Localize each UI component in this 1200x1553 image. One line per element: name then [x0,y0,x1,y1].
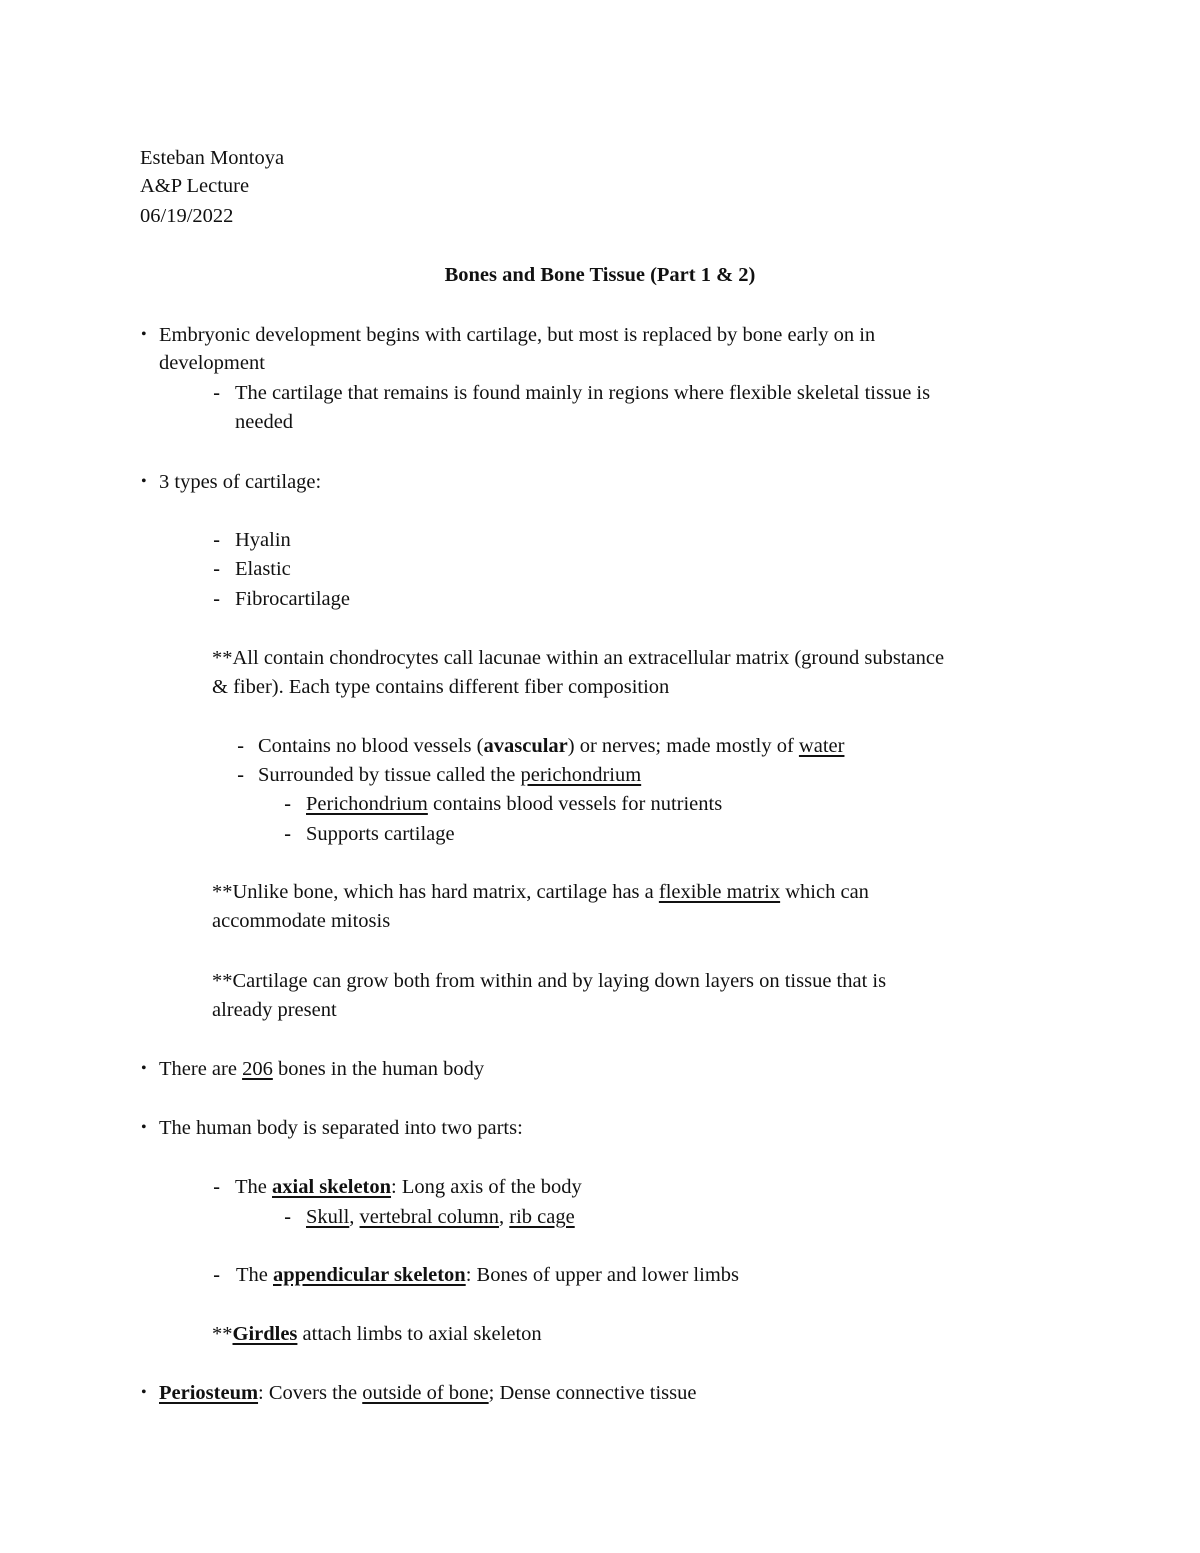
s1-sub-line1: The cartilage that remains is found mainly in regions where flexible skeletal tissue is [235,382,931,404]
point-avascular: Contains no blood vessels (avascular) or nerves; made mostly of water [258,735,845,757]
dash-icon: - [284,822,292,846]
note-growth-line2: already present [212,999,337,1021]
note-flexible-line2: accommodate mitosis [212,910,391,932]
point-nutrients: Perichondrium contains blood vessels for nutrients [306,793,723,815]
cartilage-type: Elastic [235,558,291,580]
author-name: Esteban Montoya [140,147,285,169]
cartilage-type: Hyalin [235,529,291,551]
course-name: A&P Lecture [140,175,250,197]
dash-icon: - [284,792,292,816]
dash-icon: - [213,528,221,552]
axial-skeleton-parts: Skull, vertebral column, rib cage [306,1206,575,1228]
dash-icon: - [213,381,221,405]
s3-bone-count: There are 206 bones in the human body [159,1058,485,1080]
note-chondrocytes-line1: **All contain chondrocytes call lacunae within an extracellular matrix (ground substance [212,647,945,669]
dash-icon: - [213,1263,221,1287]
dash-icon: - [213,1175,221,1199]
point-perichondrium: Surrounded by tissue called the perichondrium [258,764,642,786]
appendicular-skeleton-line: The appendicular skeleton: Bones of upper and lower limbs [236,1264,739,1286]
document-title: Bones and Bone Tissue (Part 1 & 2) [444,264,756,286]
s2-heading: 3 types of cartilage: [159,471,322,493]
dash-icon: - [284,1205,292,1229]
note-growth-line1: **Cartilage can grow both from within and by laying down layers on tissue that is [212,970,887,992]
document-date: 06/19/2022 [140,205,234,227]
note-girdles: **Girdles attach limbs to axial skeleton [212,1323,542,1345]
bullet-icon: • [141,473,147,490]
s1-line1: Embryonic development begins with cartilage, but most is replaced by bone early on in [159,324,876,346]
bullet-icon: • [141,1060,147,1077]
bullet-icon: • [141,1119,147,1136]
s1-sub-line2: needed [235,411,294,433]
axial-skeleton-line: The axial skeleton: Long axis of the body [235,1176,582,1198]
dash-icon: - [237,763,245,787]
bullet-icon: • [141,1384,147,1401]
note-flexible-line1: **Unlike bone, which has hard matrix, cartilage has a flexible matrix which can [212,881,869,903]
note-chondrocytes-line2: & fiber). Each type contains different fiber composition [212,676,670,698]
cartilage-type: Fibrocartilage [235,588,350,610]
dash-icon: - [237,734,245,758]
dash-icon: - [213,587,221,611]
s5-periosteum: Periosteum: Covers the outside of bone; Dense connective tissue [159,1382,697,1404]
bullet-icon: • [141,326,147,343]
s4-heading: The human body is separated into two parts: [159,1117,523,1139]
s1-line2: development [159,352,265,374]
point-supports: Supports cartilage [306,823,455,845]
dash-icon: - [213,557,221,581]
